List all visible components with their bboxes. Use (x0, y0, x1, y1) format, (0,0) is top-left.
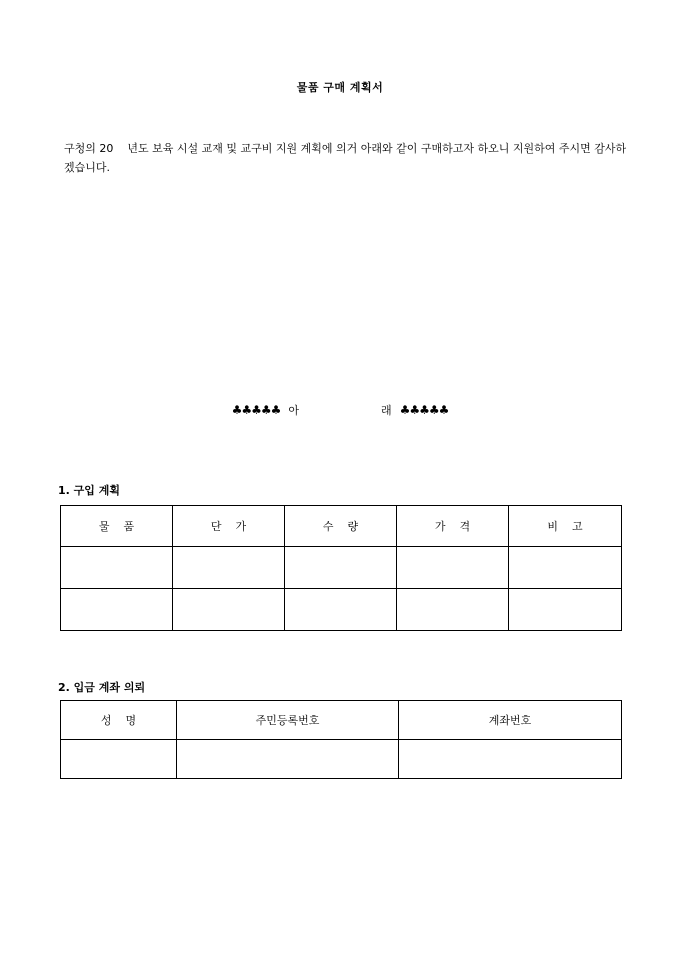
ahrae-word-left: 아 (288, 404, 299, 417)
document-title: 물품 구매 계획서 (296, 81, 384, 94)
table-header-row (61, 701, 622, 740)
section-1-title: 1. 구입 계획 (58, 484, 120, 497)
header-account-number: 계좌번호 (399, 701, 622, 740)
table-cell[interactable] (177, 740, 399, 779)
ahrae-word-right: 래 (381, 404, 392, 417)
table-cell[interactable] (509, 547, 622, 589)
table-cell[interactable] (173, 547, 285, 589)
ahrae-heading (0, 402, 680, 418)
table-cell[interactable] (173, 589, 285, 631)
intro-paragraph: 구청의 20 년도 보육 시설 교재 및 교구비 지원 계획에 의거 아래와 같이 구매하고자 하오니 지원하여 주시면 감사하겠습니다. (64, 142, 627, 174)
table-cell[interactable] (61, 740, 177, 779)
table-cell[interactable] (399, 740, 622, 779)
table-cell[interactable] (61, 589, 173, 631)
table-cell[interactable] (61, 547, 173, 589)
header-item: 물 품 (61, 506, 173, 547)
header-unit-price: 단 가 (173, 506, 285, 547)
clubs-ornament-right: ♣♣♣♣♣ (399, 403, 449, 417)
header-resident-number: 주민등록번호 (177, 701, 399, 740)
table-row (61, 740, 622, 779)
table-header-row (61, 506, 622, 547)
table-cell[interactable] (397, 589, 509, 631)
table-cell[interactable] (285, 589, 397, 631)
header-note: 비 고 (509, 506, 622, 547)
table-cell[interactable] (285, 547, 397, 589)
bank-account-table (60, 700, 622, 779)
header-quantity: 수 량 (285, 506, 397, 547)
table-row (61, 547, 622, 589)
clubs-ornament-left: ♣♣♣♣♣ (231, 403, 281, 417)
header-price: 가 격 (397, 506, 509, 547)
table-cell[interactable] (509, 589, 622, 631)
section-2-title: 2. 입금 계좌 의뢰 (58, 681, 146, 694)
purchase-plan-table (60, 505, 622, 631)
table-cell[interactable] (397, 547, 509, 589)
header-name: 성 명 (61, 701, 177, 740)
table-row (61, 589, 622, 631)
